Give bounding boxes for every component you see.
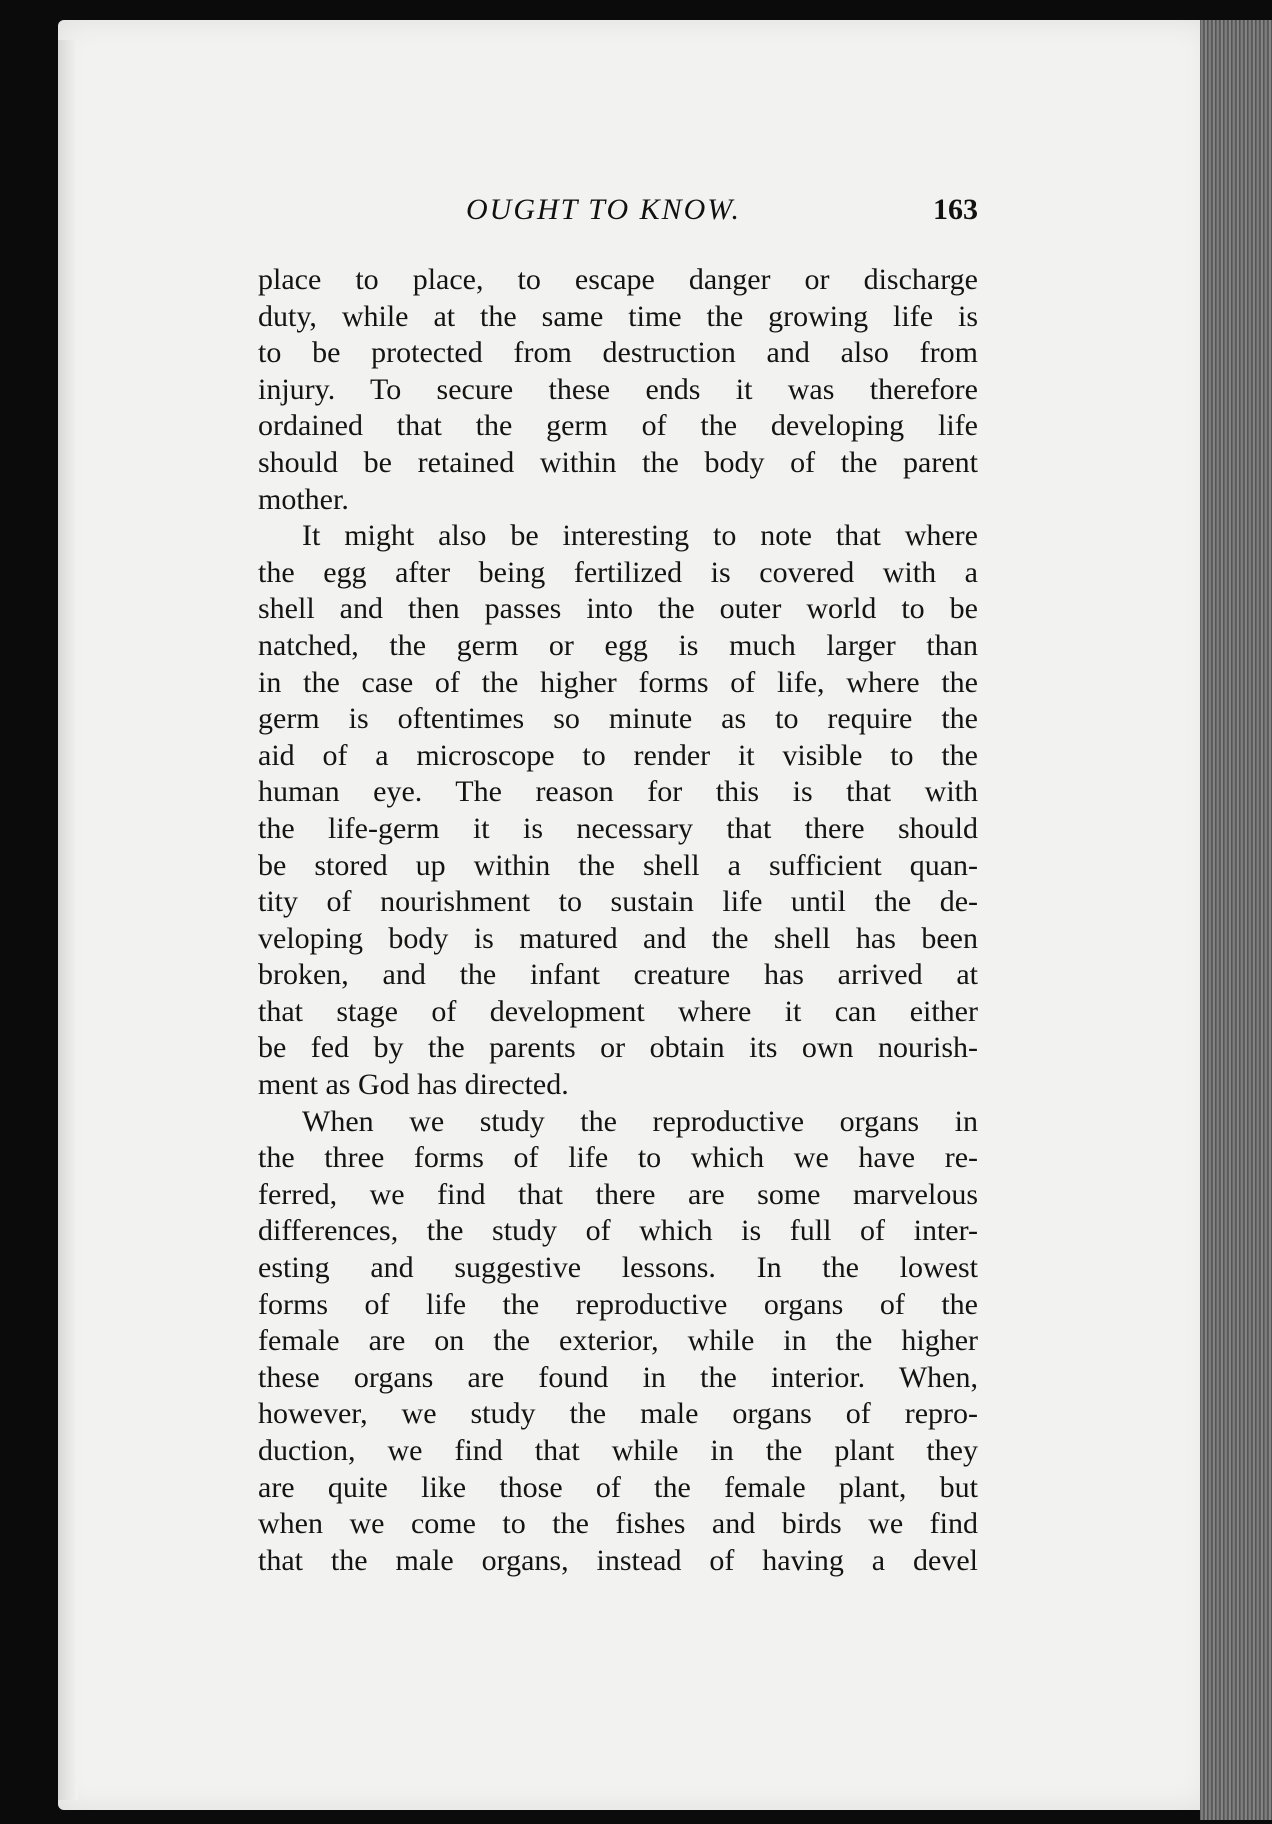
text-line: tity of nourishment to sustain life until the de- <box>258 885 978 919</box>
text-line: should be retained within the body of the parent <box>258 445 978 479</box>
text-line: be fed by the parents or obtain its own nourish- <box>258 1031 978 1065</box>
text-line: ferred, we find that there are some marvelous <box>258 1177 978 1211</box>
text-line: when we come to the fishes and birds we find <box>258 1507 978 1541</box>
body-text <box>258 262 978 1579</box>
page-number: 163 <box>933 193 978 226</box>
paragraph <box>258 1104 978 1580</box>
text-line: aid of a microscope to render it visible to the <box>258 738 978 772</box>
text-line: be stored up within the shell a sufficient quan- <box>258 848 978 882</box>
text-line: When we study the reproductive organs in <box>302 1104 978 1138</box>
text-line: are quite like those of the female plant, but <box>258 1470 978 1504</box>
text-line: mother. <box>258 482 349 516</box>
text-line: duction, we find that while in the plant they <box>258 1434 978 1467</box>
text-line: injury. To secure these ends it was therefore <box>258 372 978 406</box>
text-line: veloping body is matured and the shell has been <box>258 921 978 955</box>
text-line: shell and then passes into the outer world to be <box>258 592 978 626</box>
paragraph <box>258 518 978 1104</box>
text-line: ment as God has directed. <box>258 1068 569 1102</box>
text-line: duty, while at the same time the growing life is <box>258 299 978 333</box>
text-line: however, we study the male organs of repro- <box>258 1397 978 1431</box>
text-line: germ is oftentimes so minute as to require the <box>258 702 978 736</box>
text-line: esting and suggestive lessons. In the lowest <box>258 1251 978 1285</box>
text-line: place to place, to escape danger or discharge <box>258 263 978 296</box>
page-header <box>258 193 978 237</box>
page-edges <box>1200 20 1272 1820</box>
text-line: to be protected from destruction and also from <box>258 336 978 370</box>
running-head: OUGHT TO KNOW. <box>466 193 742 226</box>
text-line: female are on the exterior, while in the higher <box>258 1324 978 1358</box>
text-line: differences, the study of which is full of inter- <box>258 1214 978 1248</box>
text-line: human eye. The reason for this is that with <box>258 775 978 809</box>
text-line: the egg after being fertilized is covered with a <box>258 555 978 589</box>
text-line: ordained that the germ of the developing life <box>258 409 978 443</box>
text-line: forms of life the reproductive organs of the <box>258 1287 978 1321</box>
text-line: broken, and the infant creature has arrived at <box>258 958 978 992</box>
text-line: in the case of the higher forms of life, where the <box>258 665 978 699</box>
text-line: It might also be interesting to note that where <box>302 519 978 553</box>
text-line: that stage of development where it can either <box>258 994 978 1028</box>
page-gutter-shadow <box>58 40 78 1800</box>
text-line: natched, the germ or egg is much larger than <box>258 628 978 662</box>
text-line: the three forms of life to which we have re- <box>258 1141 978 1175</box>
text-line: the life-germ it is necessary that there should <box>258 811 978 845</box>
text-line: that the male organs, instead of having a devel <box>258 1543 978 1577</box>
text-line: these organs are found in the interior. When, <box>258 1360 978 1394</box>
paragraph <box>258 262 978 518</box>
